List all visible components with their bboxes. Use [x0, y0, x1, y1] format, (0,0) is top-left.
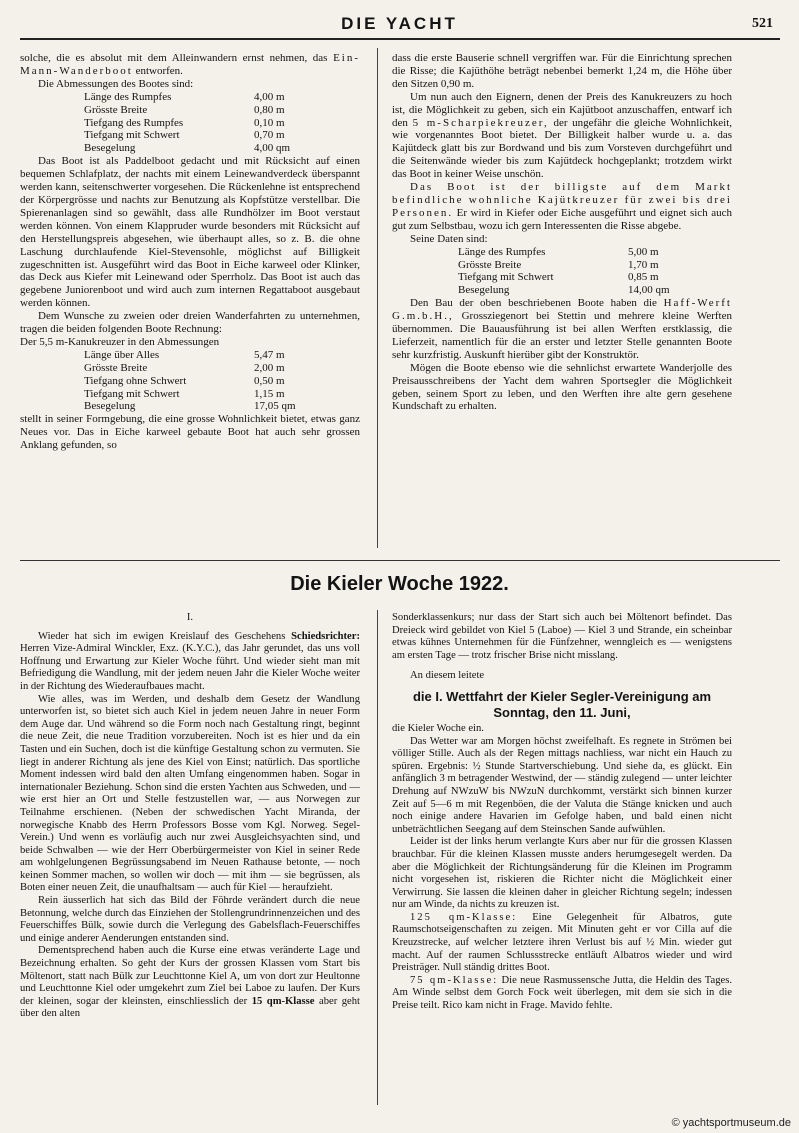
- spec-label: Grösste Breite: [84, 103, 148, 116]
- spec-row: [84, 117, 290, 130]
- al-p4a: Dementsprechend haben auch die Kurse eine etwas veränderte Lage und Bezeichnung erhalten. So geht der Kurs der grossen Klassen vom Start bis Möltenort, statt nach Bülk zur Leuchttonne Kiel A, um von dort zur Heultonne und Leuchttonne Kiel oder umgekehrt zum Ziel bei Laboe zu laufen. Der Kurs der kleinen, sogar der kleinsten, einschliesslich der: [20, 945, 360, 1007]
- rt-p2a: Um nun auch den Eignern, denen der Preis des Kanukreuzers zu hoch ist, die Möglichkeit zu geben, sich ein Kajütboot anzuschaffen, entwarf ich den: [392, 90, 732, 129]
- spec-label: Besegelung: [84, 142, 136, 155]
- spec-value: 1,15 m: [254, 387, 285, 400]
- lt-p3: Dem Wunsche zu zweien oder dreien Wanderfahrten zu unternehmen, tragen die beiden folgenden Boote Rechnung:: [20, 310, 360, 336]
- ar-p6-spaced: 125 qm-Klasse:: [410, 911, 518, 923]
- al-p4-bold: 15 qm-Klasse: [251, 995, 315, 1007]
- ar-p2: An diesem leitete: [410, 670, 485, 682]
- spec-label: Besegelung: [84, 400, 136, 413]
- spec-label: Tiefgang ohne Schwert: [84, 374, 187, 387]
- article-title: Die Kieler Woche 1922.: [290, 573, 509, 595]
- spec-value: 14,00 qm: [628, 284, 670, 297]
- spec-table-1: [84, 91, 290, 156]
- spec-row: [84, 91, 290, 104]
- al-p1a: Wieder hat sich im ewigen Kreislauf des Geschehens: [38, 630, 286, 642]
- al-p1b: Herren Vize-Admiral Winckler, Exz. (K.Y.C.), das Jahr gerundet, das uns voll Hoffnung und Erwartung zur Kieler Woche führt. Und wieder sieht man mit Befriedigung die Wandlung, mit der jedem neuen Jahr die Kieler Woche weiter in der Richtung des Wiederaufbaues macht.: [20, 643, 360, 692]
- spec-value: 5,00 m: [628, 245, 659, 258]
- spec-value: 0,50 m: [254, 374, 285, 387]
- spec-label: Grösste Breite: [458, 258, 522, 271]
- al-p4b: aber geht über den alten: [20, 995, 361, 1020]
- spec-label: Tiefgang mit Schwert: [84, 129, 180, 142]
- spec-row: [84, 400, 296, 413]
- spec-value: 0,85 m: [628, 271, 659, 284]
- spec-row: [84, 362, 296, 375]
- lt-spec2-intro: Der 5,5 m-Kanukreuzer in den Abmessungen: [20, 335, 220, 348]
- spec-label: Länge des Rumpfes: [458, 245, 546, 258]
- lt-p4: stellt in seiner Formgebung, die eine grosse Wohnlichkeit bietet, etwas ganz Neues vor. Das in Eiche karweel gebaute Boot hat auch sehr grossen Anklang gefunden, so: [20, 413, 360, 452]
- spec-table-3: [458, 246, 670, 298]
- page-number: 521: [752, 16, 773, 31]
- top-column-divider: [377, 48, 378, 548]
- article-right-column: [392, 612, 732, 1013]
- spec-table-2: [84, 349, 296, 414]
- rt-p4-spaced: Haff-Werft G.m.b.H.,: [392, 297, 732, 323]
- right-top-column: [392, 52, 732, 413]
- spec-row: [84, 142, 290, 155]
- lt-p1-end: entworfen.: [135, 64, 183, 77]
- lt-p1-spaced: Ein-Mann-Wanderboot: [20, 52, 361, 77]
- rt-p4a: Den Bau der oben beschriebenen Boote haben die: [410, 297, 657, 310]
- spec-label: Tiefgang des Rumpfes: [84, 116, 184, 129]
- spec-value: 0,80 m: [254, 103, 285, 116]
- rt-spec-intro: Seine Daten sind:: [410, 232, 488, 245]
- article-column-divider: [377, 610, 378, 1105]
- spec-value: 1,70 m: [628, 258, 659, 271]
- rt-p5: Mögen die Boote ebenso wie die sehnlichst erwartete Wanderjolle des Preisausschreibens der Yacht dem wahren Sportsegler die Möglichkeit geben, seinem Sport zu leben, und den Werften ihre alte gern gesehene Kundschaft zu erhalten.: [392, 361, 732, 413]
- ar-p1: Sonderklassenkurs; nur dass der Start sich auch bei Möltenort befindet. Das Dreieck wird gebildet von Kiel 5 (Laboe) — Kiel 3 und Strande, ein scheinbar etwas kühnes Unternehmen für die Fünfzehner, wenngleich es — wenigstens am ersten Tage — trotz frischer Brise nicht misslang.: [392, 612, 732, 661]
- spec-row: [458, 271, 670, 284]
- rt-p3-spaced: Das Boot ist der billigste auf dem Markt befindliche wohnliche Kajütkreuzer für zwei bis drei Personen.: [392, 181, 732, 219]
- article-separator: [20, 560, 780, 561]
- rt-p4b: Grossziegenort bei Stettin und mehrere kleine Werften übernommen. Die Bauausführung ist bei allen Werften erstklassig, die Lieferzeit, namentlich für die an erster und letzter Stelle genannten Boote sehr kurzfristig. Auskunft hierüber gibt der Konstruktör.: [392, 310, 732, 361]
- spec-value: 0,70 m: [254, 129, 285, 142]
- rt-p1: dass die erste Bauserie schnell vergriffen war. Für die Einrichtung sprechen die Risse; die Kajüthöhe beträgt nebenbei bemerkt 1,24 m, die Höhe über den Sitzen 0,90 m.: [392, 52, 732, 90]
- spec-value: 2,00 m: [254, 361, 285, 374]
- article-left-column: [20, 612, 360, 1021]
- spec-label: Grösste Breite: [84, 361, 148, 374]
- spec-row: [458, 284, 670, 297]
- spec-row: [458, 259, 670, 272]
- spec-row: [84, 129, 290, 142]
- section-number: I.: [186, 612, 194, 623]
- ar-p4: Das Wetter war am Morgen höchst zweifelhaft. Es regnete in Strömen bei völliger Stille. Auch als der Regen mittags nachliess, war nicht ein Hauch zu spüren. Ergebnis: ½ Stunde Startverschiebung. Und siehe da, es glückt. Ein anfänglich 3 m betragender Westwind, der — ständig zulegend — unter leichter Drehung auf NWzuW bis NWzuN durchkommt, verstärkt sich binnen kurzer Zeit auf 5—6 m mit Regenböen, die der Valuta die Stänge knicken und auch noch einige andere Havarien im Gefolge haben, und bald einen nicht unbeträchtlichen Seegang auf dem Steinschen Sande aufwühlen.: [392, 735, 732, 835]
- spec-row: [458, 246, 670, 259]
- al-p1-bold: Schiedsrichter:: [291, 630, 360, 642]
- ar-p5: Leider ist der links herum verlangte Kurs aber nur für die grossen Klassen brauchbar. Für die kleinen Klassen musste anders herumgesegelt werden. Da aber die Möglichkeit der Richtungsänderung für die Kleinen im Programm nicht vorgesehen ist, riskieren die Richter nicht die Möglichkeit einer Verwirrung. Sie lassen die kleinen daher in gleicher Richtung segeln; indessen nur am Winde, da nichts zu kreuzen ist.: [392, 836, 732, 911]
- spec-label: Tiefgang mit Schwert: [458, 271, 554, 284]
- rt-p2b: der ungefähr die gleiche Wohnlichkeit, wie vorgenanntes Boot bietet. Der Billigkeit halber wurde u. a. das Kajütdeck glatt bis zur Bordwand und bis zum Vorsteven durchgeführt und die Seitenwände wieder bis zum Kajütdeck hochgeplankt; trotzdem wirkt das Boot in keiner Weise unschön.: [392, 116, 733, 181]
- left-top-column: [20, 52, 360, 452]
- al-p3: Rein äusserlich hat sich das Bild der Föhrde verändert durch die neue Betonnung, welche durch das Einziehen der Stollengrundrinnenzeichen und des Feuerschiffes Bülk, sowie durch die Verlegung des Gabelsflach-Feuerschiffes und einige anderer Aenderungen entstanden sind.: [20, 895, 360, 944]
- ar-p7-spaced: 75 qm-Klasse:: [410, 974, 499, 986]
- al-p2: Wie alles, was im Werden, und deshalb dem Gesetz der Wandlung unterworfen ist, so bietet sich auch Kiel in jedem neuen Jahre in neuer Form dem Auge dar. Und während so die Form noch nach Gestaltung ringt, beginnt die neue Zeit, die neue Tradition vorzubereiten. Noch ist es hier und da ein Tasten und ein Suchen, doch ist die künftige Gestaltung schon zu vermuten. Sie liegt in anderer Richtung als jene des Kiel von Einst; natürlich. Das sportliche Moment indessen wird bald den alten Umfang eingenommen haben. Sogar in internationaler Beziehung. Schon sind die ersten Yachten aus Schweden, und — wie erst hier an Ort und Stelle festzustellen war, — aus Norwegen zur Teilnahme erschienen. (Neben der schwedischen Yacht Miranda, der norwegische Knabb des Herrn Professors Bosse vom Kgl. Norweg. Segel-Verein.) Und wenn es vorläufig auch nur zwei Ausgleichsyachten sind, und beide Schwalben — wie der Herr Oberbürgermeister von Kiel in seiner Rede am wohlgelungenen Begrüssungsabend im Neuen Rathause betonte, — noch keinen Sommer machen, so wollen wir doch — mit ihm — sie begrüssen, als Boten einer neuen Zeit, die unaufhaltsam — auch für Kiel — heraufzieht.: [20, 693, 360, 894]
- lt-p1: solche, die es absolut mit dem Alleinwandern ernst nehmen, das: [20, 52, 328, 64]
- spec-value: 0,10 m: [254, 116, 285, 129]
- spec-row: [84, 388, 296, 401]
- lt-p2: Das Boot ist als Paddelboot gedacht und mit Rücksicht auf einen bequemen Schlafplatz, der nachts mit einem Leinewandverdeck überspannt werden kann, seitenschwerter vorgesehen. Die Rückenlehne ist entsprechend der Körpergrösse und nachts zur Benutzung als Kopfstütze verstellbar. Die Spierenanlagen sind so gewählt, dass alle Rundhölzer im Boot verstaut werden können. Von einem Klappruder wurde besonders mit Rücksicht auf den Herstellungspreis abgesehen, wie überhaupt alles, so z. B. die ohne Laschung durchlaufende Kiel-Stevensohle, möglichst auf Billigkeit zugeschnitten ist. Ausgeführt wird das Boot in Eiche karweel oder Klinker, das Deck aus Kiefer mit Leinewand oder Sperrholz. Das Boot ist auch das gegebene Juniorenboot und wird auch zum internen Regattaboot ausgebaut werden können.: [20, 155, 360, 310]
- spec-label: Besegelung: [458, 284, 510, 297]
- ar-p7: Die neue Rasmussensche Jutta, die Heldin des Tages. Am Winde selbst dem Gorch Fock weit überlegen, mit dem sie sich in die Preise teilt. Rico kam nicht in Frage. Mavido fehlte.: [392, 974, 732, 1012]
- ar-p6: Eine Gelegenheit für Albatros, gute Raumschotseigenschaften zu zeigen. Mit Minuten geht er vor Cilla auf die Kreuzstrecke, auf welcher letztere ihren Verlust bis auf ½ Min. wieder gut macht. Auf der raumen Schlussstrecke entläuft Albatros wieder und wird Preisträger. Null ständig drittes Boot.: [392, 911, 733, 974]
- spec-row: [84, 104, 290, 117]
- spec-value: 4,00 m: [254, 90, 285, 103]
- rt-p2-spaced: 5 m-Scharpiekreuzer,: [412, 116, 549, 129]
- spec-label: Tiefgang mit Schwert: [84, 387, 180, 400]
- magazine-title: DIE YACHT: [341, 14, 458, 33]
- spec-row: [84, 349, 296, 362]
- lt-spec1-intro: Die Abmessungen des Bootes sind:: [38, 77, 194, 90]
- spec-row: [84, 375, 296, 388]
- rt-p3b: Er wird in Kiefer oder Eiche ausgeführt und eignet sich auch gut zum Selbstbau, wozu ich gern Interessenten die Risse abgebe.: [392, 206, 732, 232]
- header-rule: [20, 38, 780, 40]
- spec-value: 5,47 m: [254, 348, 285, 361]
- ar-p3: die Kieler Woche ein.: [392, 722, 484, 734]
- spec-label: Länge des Rumpfes: [84, 90, 172, 103]
- spec-value: 17,05 qm: [254, 400, 296, 413]
- race-subheading: die I. Wettfahrt der Kieler Segler-Vereinigung am Sonntag, den 11. Juni,: [412, 688, 712, 720]
- spec-value: 4,00 qm: [254, 142, 291, 155]
- spec-label: Länge über Alles: [84, 348, 160, 361]
- watermark: © yachtsportmuseum.de: [671, 1117, 791, 1129]
